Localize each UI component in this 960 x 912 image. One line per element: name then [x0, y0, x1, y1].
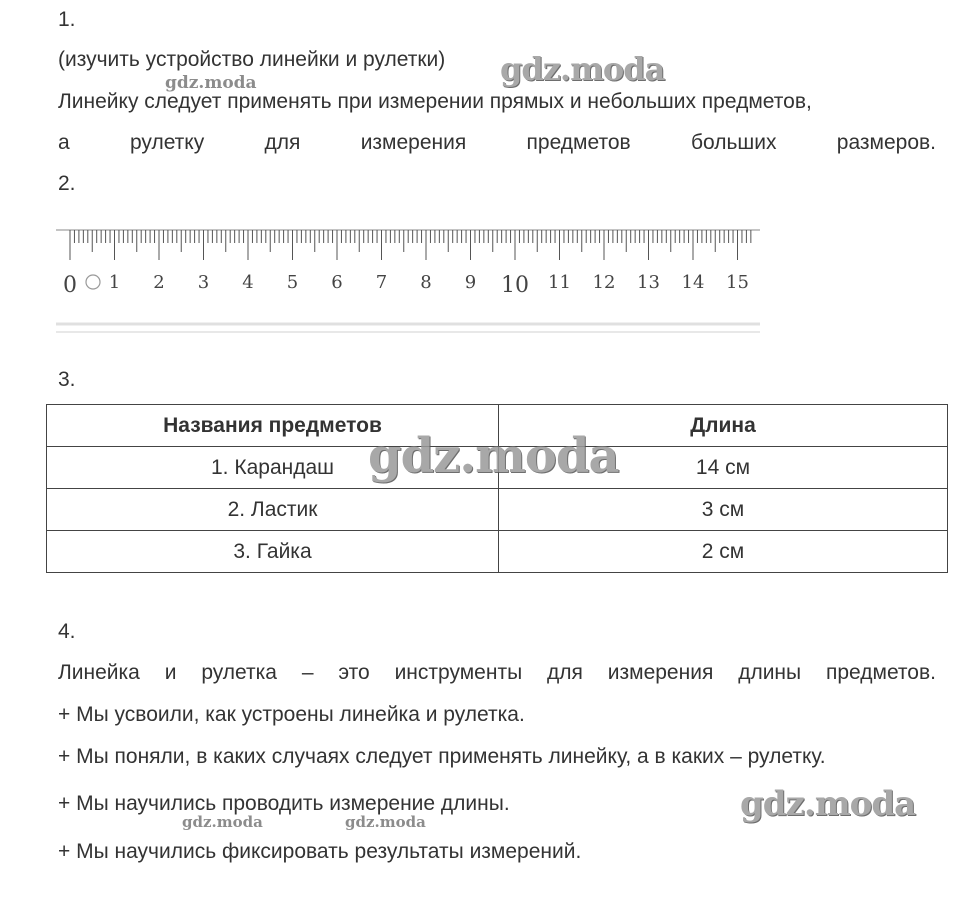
item-name: 1. Карандаш — [47, 447, 499, 489]
watermark-logo: gdz.moda — [500, 50, 665, 88]
section-1-task: (изучить устройство линейки и рулетки) — [58, 48, 446, 71]
item-length: 3 см — [499, 489, 948, 531]
item-length: 2 см — [499, 531, 948, 573]
watermark-logo: gdz.moda — [345, 813, 426, 831]
ruler-label: 9 — [464, 272, 477, 293]
ruler-label: 6 — [331, 272, 343, 293]
word: это — [338, 661, 370, 684]
section-1-line-2 — [58, 131, 936, 155]
ruler-label: 13 — [637, 272, 660, 293]
section-3-number: 3. — [58, 368, 76, 391]
watermark-logo: gdz.moda — [165, 73, 257, 93]
word: размеров. — [836, 131, 936, 154]
ruler-label: 11 — [548, 272, 571, 293]
header-length: Длина — [499, 405, 948, 447]
ruler-label: 0 — [63, 273, 77, 298]
bullet-3: + Мы научились проводить измерение длины. — [58, 792, 510, 815]
ruler-label: 15 — [726, 272, 749, 293]
section-4-line-1 — [58, 661, 936, 685]
word: Линейка — [58, 661, 140, 684]
ruler-label: 4 — [242, 272, 254, 293]
ruler-label: 2 — [153, 272, 165, 293]
header-item-names: Названия предметов — [47, 405, 499, 447]
ruler-hole-icon — [86, 275, 100, 289]
item-length: 14 см — [499, 447, 948, 489]
bullet-1: + Мы усвоили, как устроены линейка и рулетка. — [58, 703, 525, 726]
section-1-number: 1. — [58, 8, 76, 31]
word: для — [547, 661, 583, 684]
ruler-image — [56, 222, 760, 342]
ruler-label: 7 — [375, 272, 388, 293]
table-row — [47, 531, 948, 573]
word: измерения — [607, 661, 714, 684]
word: рулетку — [129, 131, 205, 154]
word: измерения — [360, 131, 467, 154]
word: длины — [738, 661, 802, 684]
ruler-label: 14 — [681, 272, 705, 293]
watermark-logo: gdz.moda — [368, 428, 619, 484]
item-name: 2. Ластик — [47, 489, 499, 531]
ruler-label: 3 — [197, 272, 210, 293]
ruler-labels — [63, 272, 749, 298]
watermark-logo: gdz.moda — [740, 784, 916, 824]
item-name: 3. Гайка — [47, 531, 499, 573]
word: рулетка — [201, 661, 277, 684]
section-1-line-1: Линейку следует применять при измерении прямых и небольших предметов, — [58, 90, 812, 113]
word: для — [264, 131, 301, 154]
word: а — [58, 131, 70, 154]
section-2-number: 2. — [58, 172, 76, 195]
word: инструменты — [394, 661, 523, 684]
word: больших — [690, 131, 777, 154]
table-row — [47, 489, 948, 531]
word: – — [301, 661, 314, 684]
ruler-label: 8 — [420, 272, 432, 293]
bullet-2: + Мы поняли, в каких случаях следует применять линейку, а в каких – рулетку. — [58, 745, 826, 768]
ruler-label: 5 — [286, 272, 299, 293]
section-4-number: 4. — [58, 620, 76, 643]
watermark-logo: gdz.moda — [182, 813, 263, 831]
bullet-4: + Мы научились фиксировать результаты измерений. — [58, 840, 582, 863]
word: предметов. — [825, 661, 936, 684]
ruler-ticks — [70, 230, 751, 260]
ruler-label: 12 — [592, 272, 616, 293]
word: предметов — [526, 131, 631, 154]
word: и — [164, 661, 177, 684]
ruler-label: 1 — [108, 272, 121, 293]
ruler-label: 10 — [501, 273, 529, 298]
